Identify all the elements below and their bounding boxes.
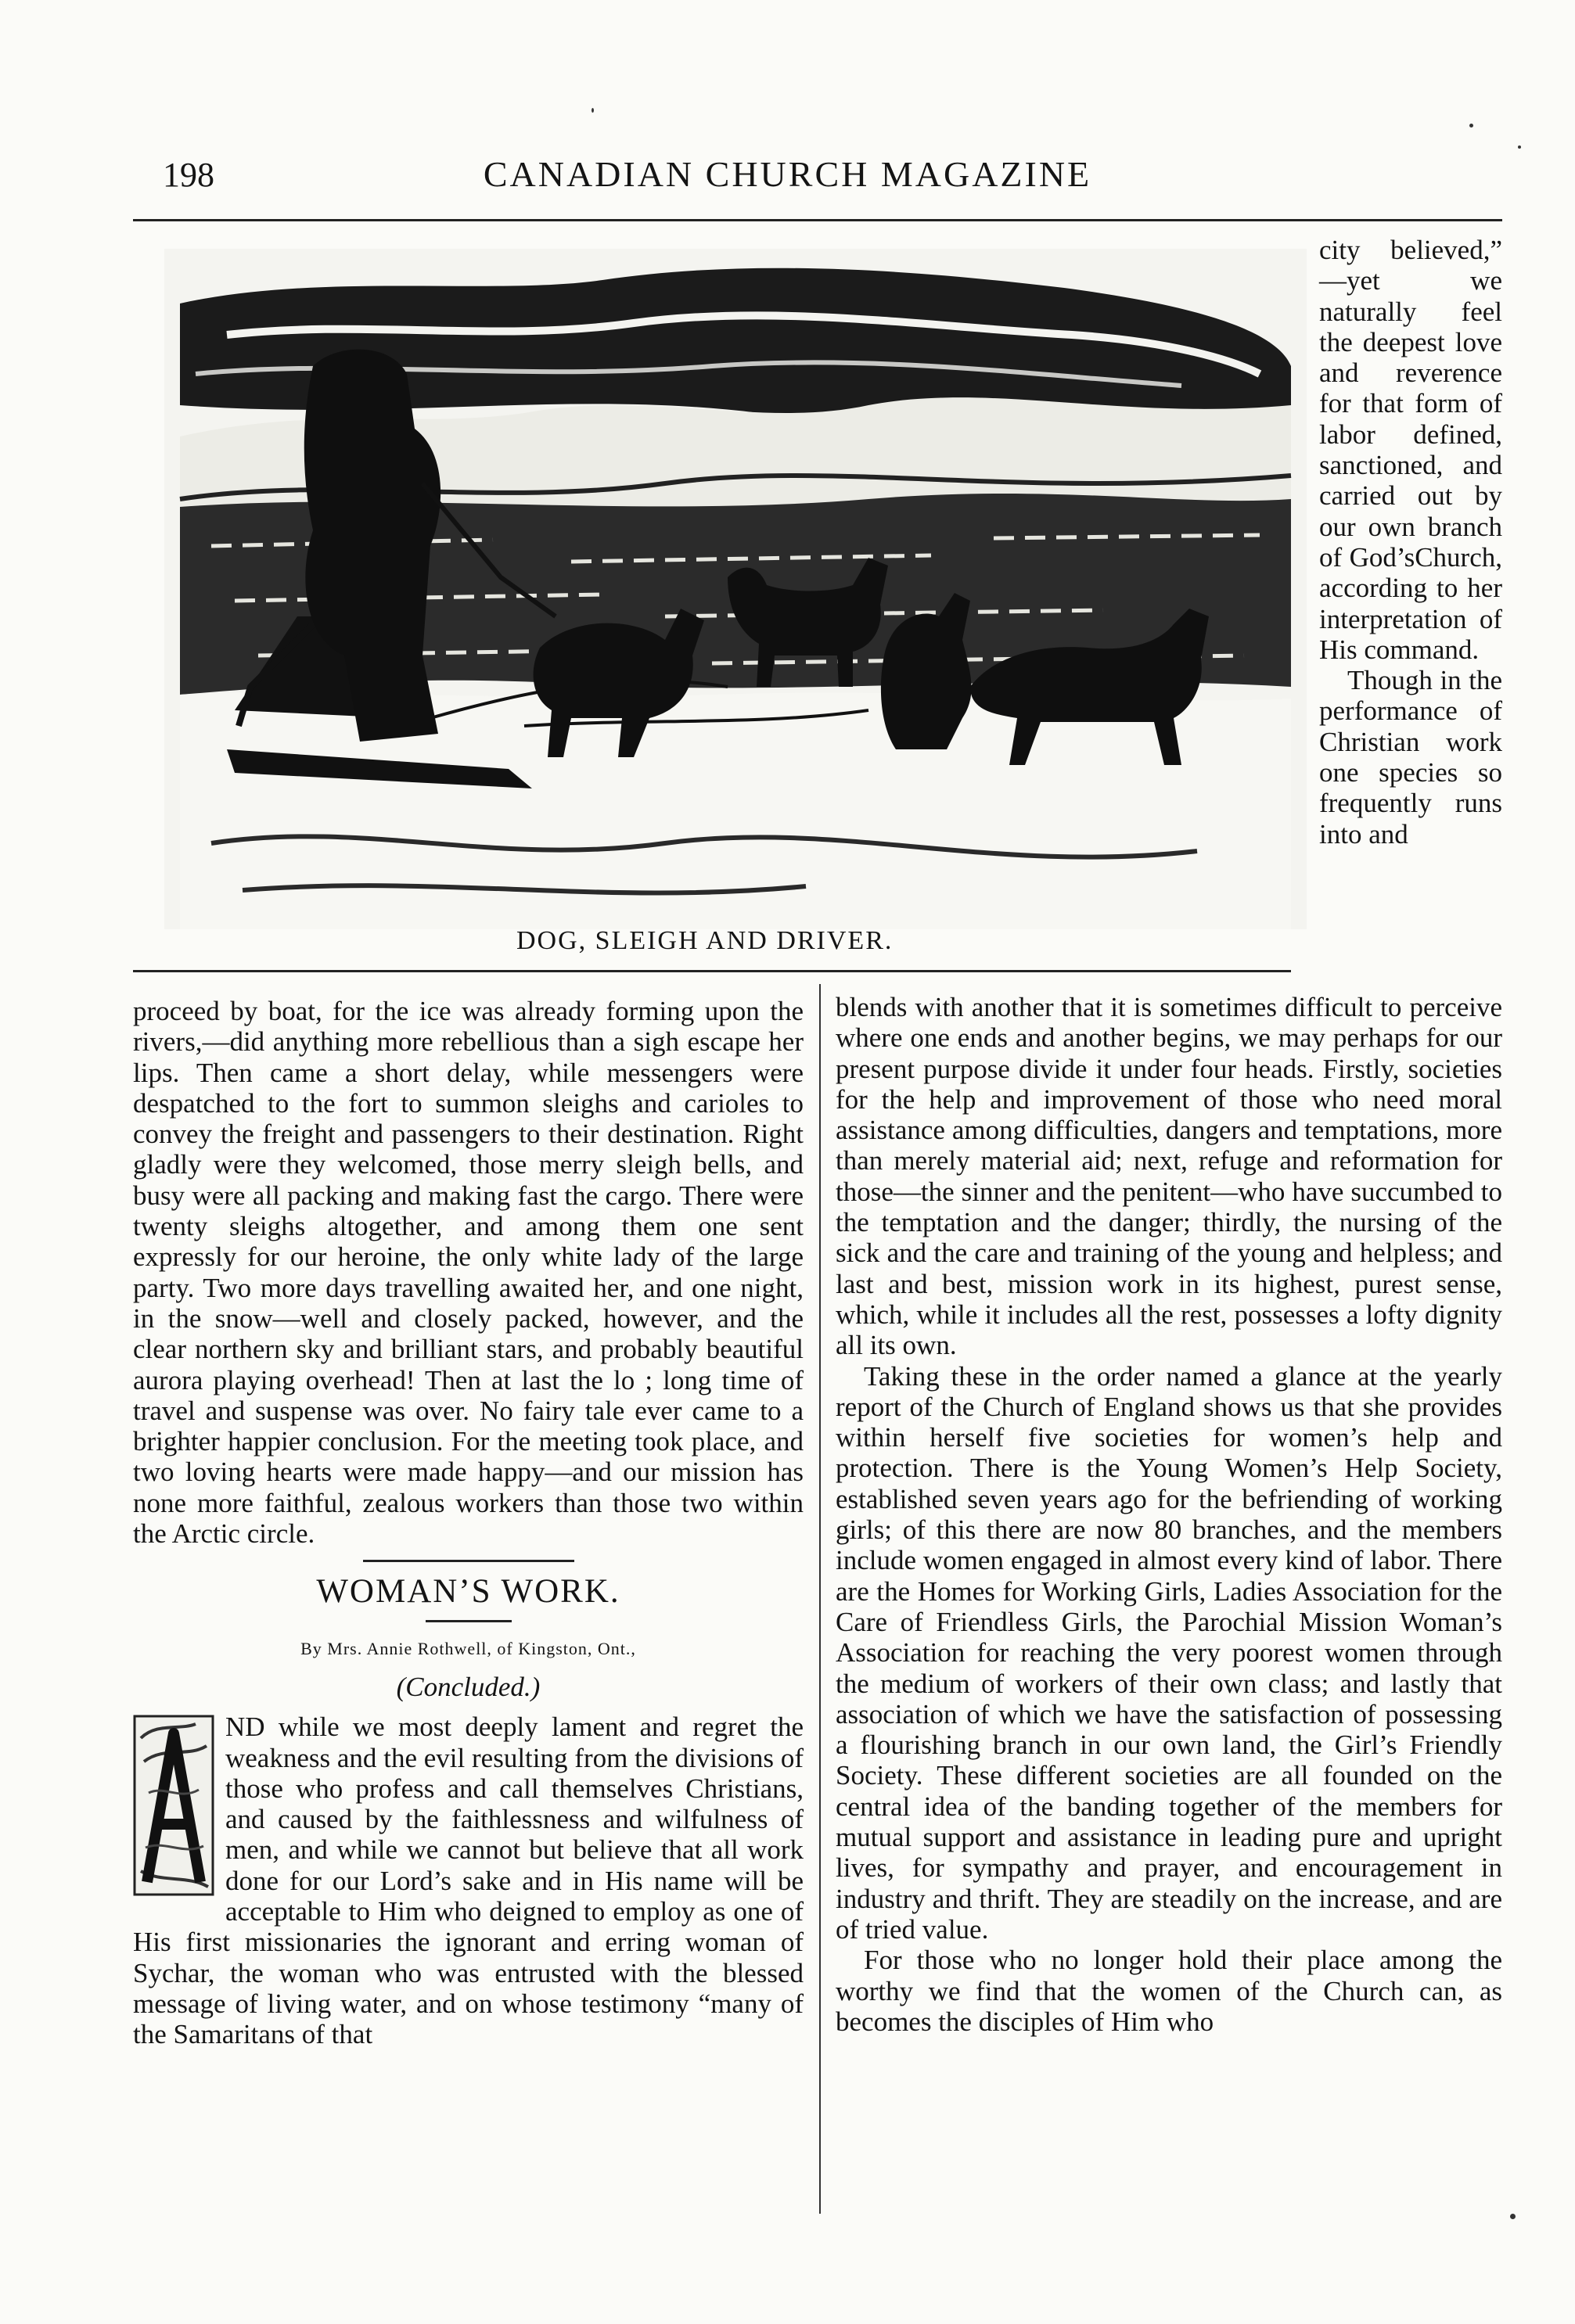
left-column <box>133 996 804 2050</box>
figure-rule <box>133 970 1291 972</box>
scan-speck <box>592 108 594 113</box>
page-number: 198 <box>163 156 214 194</box>
drop-cap-text: ND while we most deeply lament and regret the weakness and the evil resulting from the divisions of those who profess and call themselves Christians, and caused by the faithlessness and wilfulness of men, and while we cannot but believe that all work done for our Lord’s sake and in His name will be acceptable to Him who deigned to employ as one of His first missionaries the ignorant and erring woman of Sychar, the woman who was entrusted with the blessed message of living water, and on whose testimony “many of the Samaritans of that <box>133 1712 804 2050</box>
paragraph: proceed by boat, for the ice was already forming upon the rivers,—did anything more rebellious than a sigh escape her lips. Then came a short delay, while messengers were despatched to the fort to summon sleighs and carioles to convey the freight and passengers to their destination. Right gladly were they welcomed, those merry sleigh bells, and busy were all packing and making fast the cargo. There were twenty sleighs altogether, and among them one sent expressly for our heroine, the only white lady of the large party. Two more days travelling awaited her, and one night, in the snow—well and closely packed, however, and the clear northern sky and brilliant stars, and probably beautiful aurora playing overhead! Then at last the lo ; long time of travel and suspense was over. No fairy tale ever came to a brighter happier conclusion. For the meeting took place, and two loving hearts were made happy—and our mission has none more faithful, zealous workers than those two within the Arctic circle. <box>133 996 804 1550</box>
header-rule <box>133 219 1502 221</box>
running-head: CANADIAN CHURCH MAGAZINE <box>483 154 1092 194</box>
section-title: WOMAN’S WORK. <box>316 1573 620 1611</box>
ornamental-drop-cap <box>133 1715 214 1896</box>
illustration-dog-sleigh-driver <box>164 249 1307 929</box>
figure-caption: DOG, SLEIGH AND DRIVER. <box>516 926 894 955</box>
paragraph: For those who no longer hold their place among the worthy we find that the women of the Church can, as becomes the disciples of Him who <box>836 1945 1502 2037</box>
scan-speck <box>1469 124 1473 128</box>
paragraph: city believed,” —yet we naturally feel the deepest love and reverence for that form of labor defined, sanctioned, and carried out by our own branch of God’sChurch, according to her interpretation of His command. <box>1319 235 1502 665</box>
concluded-note: (Concluded.) <box>396 1671 541 1702</box>
scan-speck <box>1510 2214 1516 2219</box>
narrow-column <box>1319 235 1502 849</box>
column-rule <box>819 984 821 2214</box>
byline: By Mrs. Annie Rothwell, of Kingston, Ont., <box>300 1638 636 1658</box>
right-column <box>836 992 1502 2037</box>
paragraph: blends with another that it is sometimes difficult to perceive where one ends and another begins, we may perhaps for our present purpose divide it under four heads. Firstly, societies for the help and improvement of those who need moral assistance among difficulties, dangers and temptations, more than merely material aid; next, refuge and reformation for those—the sinner and the penitent—who have succumbed to the temptation and the danger; thirdly, the nursing of the sick and the care and training of the young and helpless; and last and best, mission work in its highest, purest sense, which, while it includes all the rest, possesses a lofty dignity all its own. <box>836 992 1502 1361</box>
paragraph: Though in the performance of Christian work one species so frequently runs into and <box>1319 665 1502 849</box>
short-rule <box>426 1620 512 1622</box>
paragraph <box>133 1712 804 2049</box>
section-rule <box>363 1560 574 1562</box>
paragraph: Taking these in the order named a glance at the yearly report of the Church of England shows us that she provides within herself five societies for women’s help and protection. There is the Young Women’s Help Society, established seven years ago for the befriending of working girls; of this there are now 80 branches, and the members include women engaged in almost every kind of labor. There are the Homes for Working Girls, Ladies Association for the Care of Friendless Girls, the Parochial Mission Woman’s Association for reaching the very poorest women through the medium of workers of their own class; and lastly that association of which we have the satisfaction of possessing a flourishing branch in our own land, the Girl’s Friendly Society. These different societies are all founded on the central idea of the banding together of the members for mutual support and assistance in leading pure and upright lives, for sympathy and prayer, and encouragement in industry and thrift. They are steadily on the increase, and are of tried value. <box>836 1360 1502 1945</box>
scan-speck <box>1518 145 1521 149</box>
